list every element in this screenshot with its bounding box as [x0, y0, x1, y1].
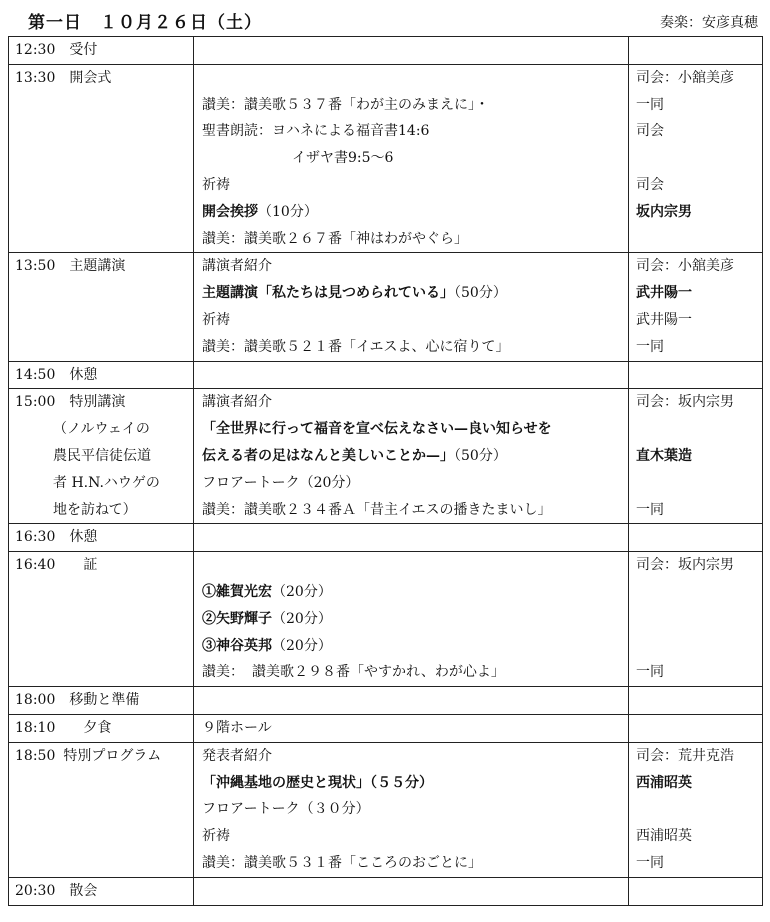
- person-line: 武井陽一: [636, 311, 692, 328]
- lecture-title-line: 伝える者の足はなんと美しいことか—」: [202, 447, 454, 464]
- time-label: 18:50: [15, 747, 56, 764]
- time-cell: [9, 64, 194, 253]
- page-header: [0, 0, 770, 36]
- time-cell: [9, 552, 194, 687]
- time-cell: [9, 877, 194, 905]
- duration-label: （50分）: [454, 447, 507, 464]
- program-line: 讃美：讃美歌５３７番「わが主のみまえに」・: [202, 96, 489, 113]
- program-cell: [194, 64, 629, 253]
- person-cell: [629, 877, 763, 905]
- event-label: 開会式: [69, 69, 112, 86]
- time-label: 16:40: [15, 557, 56, 574]
- program-cell: [194, 37, 629, 65]
- time-cell: [9, 524, 194, 552]
- person-cell: [629, 361, 763, 389]
- program-line: 讃美：讃美歌２６７番「神はわがやぐら」: [202, 230, 468, 247]
- person-line: 一同: [636, 338, 664, 355]
- schedule-table: [8, 36, 763, 906]
- event-label: 休憩: [69, 529, 98, 546]
- event-note: 農民平信徒伝道: [53, 447, 151, 464]
- person-cell: [629, 524, 763, 552]
- program-cell: [194, 687, 629, 715]
- time-label: 20:30: [15, 882, 56, 899]
- time-label: 14:50: [15, 366, 56, 383]
- schedule-row-dinner: [9, 714, 763, 742]
- program-line: 讃美：: [202, 664, 244, 681]
- schedule-row-special-program: [9, 742, 763, 877]
- duration-label: （50分）: [454, 285, 507, 302]
- program-line: 祈祷: [202, 311, 230, 328]
- program-line: 讃美歌２９８番「やすかれ、わが心よ」: [252, 664, 505, 681]
- schedule-row-closing: [9, 877, 763, 905]
- event-label: 受付: [69, 42, 98, 58]
- person-cell: [629, 687, 763, 715]
- time-cell: [9, 37, 194, 65]
- program-line: 讃美：讃美歌５３１番「こころのおごとに」: [202, 854, 482, 871]
- person-line: 司会：小舘美彦: [636, 69, 734, 86]
- person-cell: [629, 64, 763, 253]
- person-line: 武井陽一: [636, 285, 692, 302]
- program-line: 主題講演「私たちは見つめられている」: [202, 285, 454, 302]
- event-label: 休憩: [69, 366, 98, 383]
- time-label: 12:30: [15, 42, 56, 58]
- time-cell: [9, 714, 194, 742]
- program-cell: [194, 742, 629, 877]
- person-cell: [629, 714, 763, 742]
- schedule-row-testimony: [9, 552, 763, 687]
- speaker-name: ③神谷英邦: [202, 637, 272, 654]
- program-line: 講演者紹介: [202, 394, 272, 411]
- program-cell: [194, 714, 629, 742]
- person-cell: [629, 742, 763, 877]
- program-cell: [194, 389, 629, 524]
- schedule-row-reception: [9, 37, 763, 65]
- event-note: 者 H.N.ハウゲの: [53, 474, 160, 491]
- person-line: 坂内宗男: [636, 203, 692, 220]
- person-cell: [629, 253, 763, 361]
- person-line: 直木葉造: [636, 447, 692, 464]
- music-credit: 奏楽：安彦真穂: [660, 15, 758, 31]
- program-cell: [194, 524, 629, 552]
- event-label: 主題講演: [69, 258, 126, 275]
- program-line: フロアートーク（20分）: [202, 474, 360, 491]
- time-cell: [9, 687, 194, 715]
- event-label: 移動と準備: [69, 692, 140, 709]
- schedule-row-break: [9, 361, 763, 389]
- schedule-row-keynote: [9, 253, 763, 361]
- person-line: 西浦昭英: [636, 828, 692, 845]
- time-cell: [9, 253, 194, 361]
- person-line: 一同: [636, 501, 664, 518]
- day-title: 第一日 １０月２６日（土）: [28, 13, 262, 33]
- time-label: 18:10: [15, 719, 56, 736]
- program-line: 「沖縄基地の歴史と現状」（５５分）: [202, 774, 433, 791]
- duration-label: （20分）: [272, 637, 332, 654]
- program-line: 講演者紹介: [202, 258, 272, 275]
- program-line: 聖書朗読：ヨハネによる福音書14:6: [202, 123, 430, 140]
- person-cell: [629, 37, 763, 65]
- venue-label: ９階ホール: [202, 719, 272, 736]
- schedule-row-break: [9, 524, 763, 552]
- program-line: 讃美：讃美歌５２１番「イエスよ、心に宿りて」: [202, 338, 510, 355]
- person-line: 司会: [636, 176, 664, 193]
- speaker-name: ②矢野輝子: [202, 610, 272, 627]
- person-line: 司会：坂内宗男: [636, 394, 734, 411]
- event-label: 特別プログラム: [63, 747, 162, 764]
- time-cell: [9, 742, 194, 877]
- person-cell: [629, 552, 763, 687]
- schedule-row-special-lecture: [9, 389, 763, 524]
- event-label: 証: [83, 557, 98, 574]
- event-label: 特別講演: [69, 394, 126, 411]
- schedule-row-move: [9, 687, 763, 715]
- schedule-row-opening: [9, 64, 763, 253]
- duration-label: （20分）: [272, 583, 332, 600]
- program-cell: [194, 552, 629, 687]
- time-label: 15:00: [15, 394, 56, 411]
- time-label: 16:30: [15, 529, 56, 546]
- person-line: 一同: [636, 664, 664, 681]
- event-label: 夕食: [83, 719, 112, 736]
- person-line: 司会：荒井克浩: [636, 747, 734, 764]
- program-line: イザヤ書9:5～6: [292, 150, 394, 167]
- duration-label: （20分）: [272, 610, 332, 627]
- time-label: 13:30: [15, 69, 56, 86]
- program-line: 祈祷: [202, 828, 230, 845]
- person-line: 西浦昭英: [636, 774, 692, 791]
- program-line: 開会挨拶: [202, 203, 258, 220]
- event-label: 散会: [69, 882, 98, 899]
- lecture-title-line: 「全世界に行って福音を宣べ伝えなさい—良い知らせを: [202, 421, 552, 438]
- event-note: 地を訪ねて）: [53, 501, 137, 518]
- person-line: 司会: [636, 123, 664, 140]
- program-cell: [194, 361, 629, 389]
- time-cell: [9, 361, 194, 389]
- time-label: 13:50: [15, 258, 56, 275]
- event-note: （ノルウェイの: [53, 421, 150, 438]
- speaker-name: ①雑賀光宏: [202, 583, 272, 600]
- program-line: フロアートーク（３０分）: [202, 801, 370, 818]
- program-line: 讃美：讃美歌２３４番Ａ「昔主イエスの播きたまいし」: [202, 501, 552, 518]
- person-line: 司会：小舘美彦: [636, 258, 734, 275]
- program-cell: [194, 253, 629, 361]
- duration-label: （10分）: [258, 203, 318, 220]
- program-cell: [194, 877, 629, 905]
- person-cell: [629, 389, 763, 524]
- time-label: 18:00: [15, 692, 56, 709]
- time-cell: [9, 389, 194, 524]
- person-line: 司会：坂内宗男: [636, 557, 734, 574]
- program-line: 祈祷: [202, 176, 230, 193]
- person-line: 一同: [636, 96, 664, 113]
- person-line: 一同: [636, 854, 664, 871]
- program-line: 発表者紹介: [202, 747, 272, 764]
